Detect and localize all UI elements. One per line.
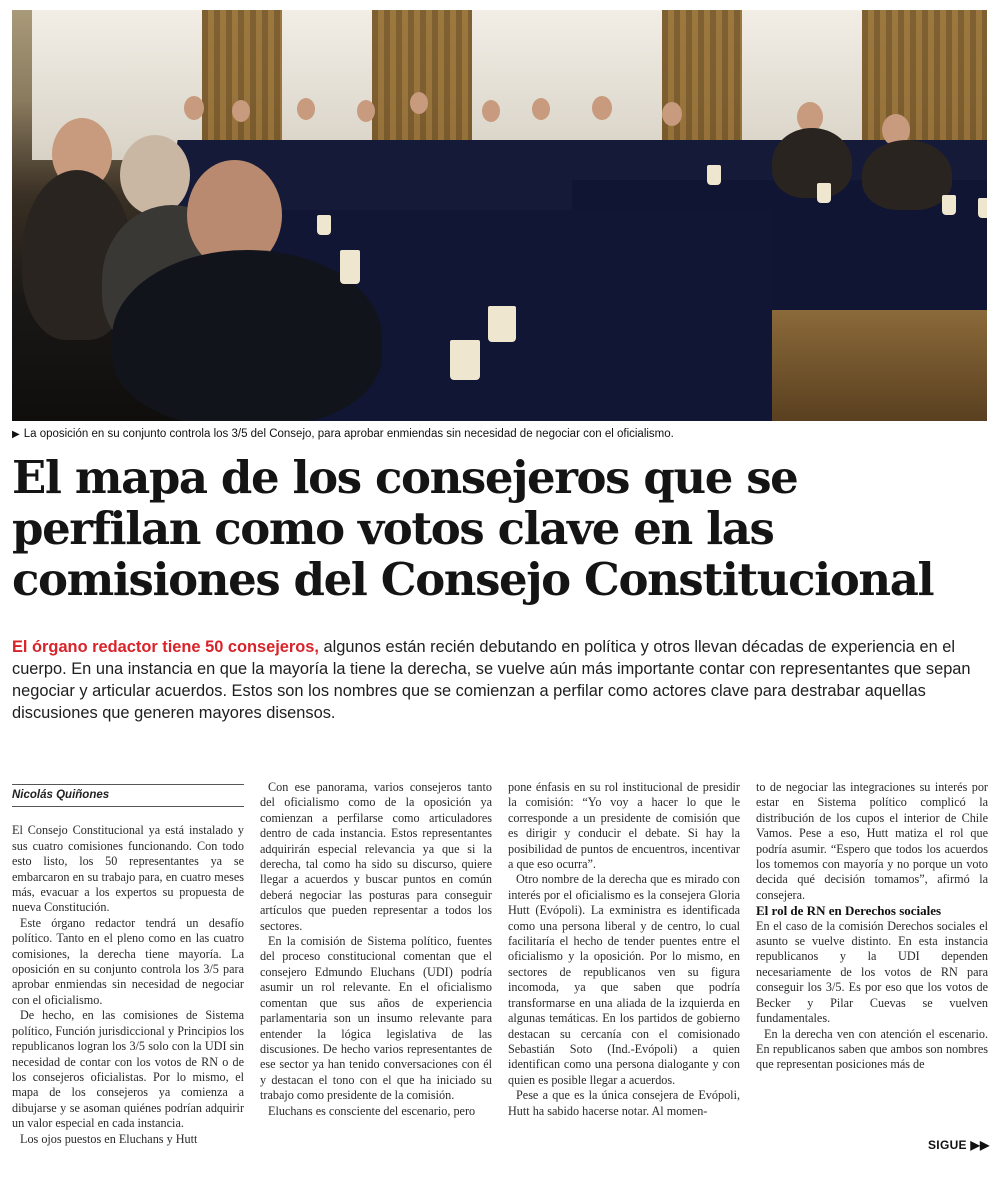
person-head [592,96,612,120]
person-head [184,96,204,120]
cup [978,198,987,218]
person-head [662,102,682,126]
paragraph: Eluchans es consciente del escenario, pero [268,1103,476,1118]
person-head [232,100,250,122]
person-head [357,100,375,122]
paragraph: Pese a que es la única consejera de Evópoli, Hutt ha sabido hacerse notar. Al momen- [508,1088,740,1118]
person-head [482,100,500,122]
paragraph: En la comisión de Sistema político, fuentes del proceso constitucional comentan que el consejero Edmundo Eluchans (UDI) podría asumir un rol relevante. En el oficialismo comentan que sus años de experiencia parlamentaria son un insumo relevante para entender la lógica legislativa de las discusiones. De hecho varios representantes de ese sector ya han tenido conversaciones con él y destacan el tono con el que ha iniciado su trabajo como presidente de la comisión. [260,934,492,1103]
lead-paragraph [12,636,987,724]
column-4 [756,780,988,1073]
cup [942,195,956,215]
cup [488,306,516,342]
photo-caption: ▶ La oposición en su conjunto controla los 3/5 del Consejo, para aprobar enmiendas sin necesidad de negociar con el oficialismo. [12,428,674,440]
person-head [532,98,550,120]
column-3 [508,780,740,1119]
cup [817,183,831,203]
paragraph: En el caso de la comisión Derechos sociales el asunto se vuelve distinto. En esta instancia republicanos y la UDI dependen necesariamente de los votos de RN para conseguir los 3/5. Es por eso que los votos de Becker y Pilar Cuevas se vuelven fundamentales. [756,918,988,1026]
paragraph: Los ojos puestos en Eluchans y Hutt [20,1131,198,1146]
person-body [772,128,852,198]
curtain [662,10,742,160]
cup [450,340,480,380]
paragraph: En la derecha ven con atención el escenario. En republicanos saben que ambos son nombres que representan posiciones más de [756,1026,988,1072]
paragraph: Con ese panorama, varios consejeros tanto del oficialismo como de la oposición ya comienzan a perfilarse como articuladores dentro de cada instancia. Estos representantes adquirirán especial relevancia ya que si la derecha, tal como ha sido su discurso, quiere llegar a acuerdos y buscar puntos en común deberá negociar las posturas para conseguir artículos que pueden representar a todos los sectores. [260,780,492,933]
cup [317,215,331,235]
curtain [202,10,282,160]
curtain [372,10,472,160]
curtain [862,10,987,160]
person-head [120,135,190,215]
person-head [410,92,428,114]
cup [707,165,721,185]
column-1 [12,780,244,1147]
person-body [862,140,952,210]
triangle-right-icon: ▶ [12,429,20,440]
headline: El mapa de los consejeros que se perfilan como votos clave en las comisiones del Consejo Constitucional [12,451,934,606]
paragraph: pone énfasis en su rol institucional de presidir la comisión: “Yo voy a hacer lo que le corresponde a un presidente de comisión que es dirigir y conducir el debate. Si hay la posibilidad de puntos de encuentros, incentivar a que eso ocurra”. [508,780,740,872]
continues-label: SIGUE ▶▶ [928,1138,990,1152]
column-2 [260,780,492,1119]
paragraph: Otro nombre de la derecha que es mirado con interés por el oficialismo es la consejera Gloria Hutt (Evópoli). La exministra es identificada como una persona liberal y de centro, lo cual facilitaría el hecho de tender puentes entre el oficialismo y la oposición. Por lo mismo, en sectores de republicanos ven su figura incomoda, ya que saben que podría transformarse en una aliada de la izquierda en algunas temáticas. En los partidos de gobierno destacan su cercanía con el comisionado Sebastián Soto (Ind.-Evópoli) a quien identifican como una persona dialogante y con quien es posible llegar a acuerdos. [508,872,740,1087]
paragraph: De hecho, en las comisiones de Sistema político, Función jurisdiccional y Principios los republicanos logran los 3/5 solo con la UDI sin necesidad de contar con los votos de RN o de los consejeros oficialistas. Por lo mismo, el mapa de los consejeros ya comienza a dibujarse y se asoman quiénes podrían adquirir un valor especial en cada instancia. [12,1008,244,1131]
paragraph: Este órgano redactor tendrá un desafío político. Tanto en el pleno como en las cuatro comisiones, la derecha tiene mayoría. La oposición en su conjunto controla los 3/5 para aprobar enmiendas sin necesidad de negociar con el oficialismo. [12,915,244,1007]
wall-panel [282,10,372,160]
meeting-photo [12,10,987,421]
byline-box [12,784,244,807]
lead-highlight: El órgano redactor tiene 50 consejeros, [12,638,319,656]
section-subhead: El rol de RN en Derechos sociales [756,903,942,919]
byline: Nicolás Quiñones [12,789,110,801]
paragraph: El Consejo Constitucional ya está instalado y sus cuatro comisiones funcionando. Con todo esto listo, los 50 representantes ya se embarcaron en su trabajo para, en cuatro meses más, evacuar a los expertos su propuesta de nueva Constitución. [12,823,244,915]
cup [340,250,360,284]
lead-text: algunos están recién debutando en política y otros llevan décadas de experiencia en el cuerpo. En una instancia en que la mayoría la tiene la derecha, se vuelve aún más importante contar con representantes que sepan negociar y articular acuerdos. Estos son los nombres que se comienzan a perfilar como actores clave para destrabar aquellas discusiones que generen mayores disensos. [12,638,971,722]
paragraph: to de negociar las integraciones su interés por estar en Sistema político complicó la distribución de los cupos el interior de Chile Vamos. Pese a eso, Hutt matiza el rol que podría asumir. “Espero que todos los acuerdos los tomemos con mayoría y no porque un voto decida qué decisión tomamos”, afirmó la consejera. [756,780,988,902]
person-head [297,98,315,120]
wall-panel [472,10,662,160]
